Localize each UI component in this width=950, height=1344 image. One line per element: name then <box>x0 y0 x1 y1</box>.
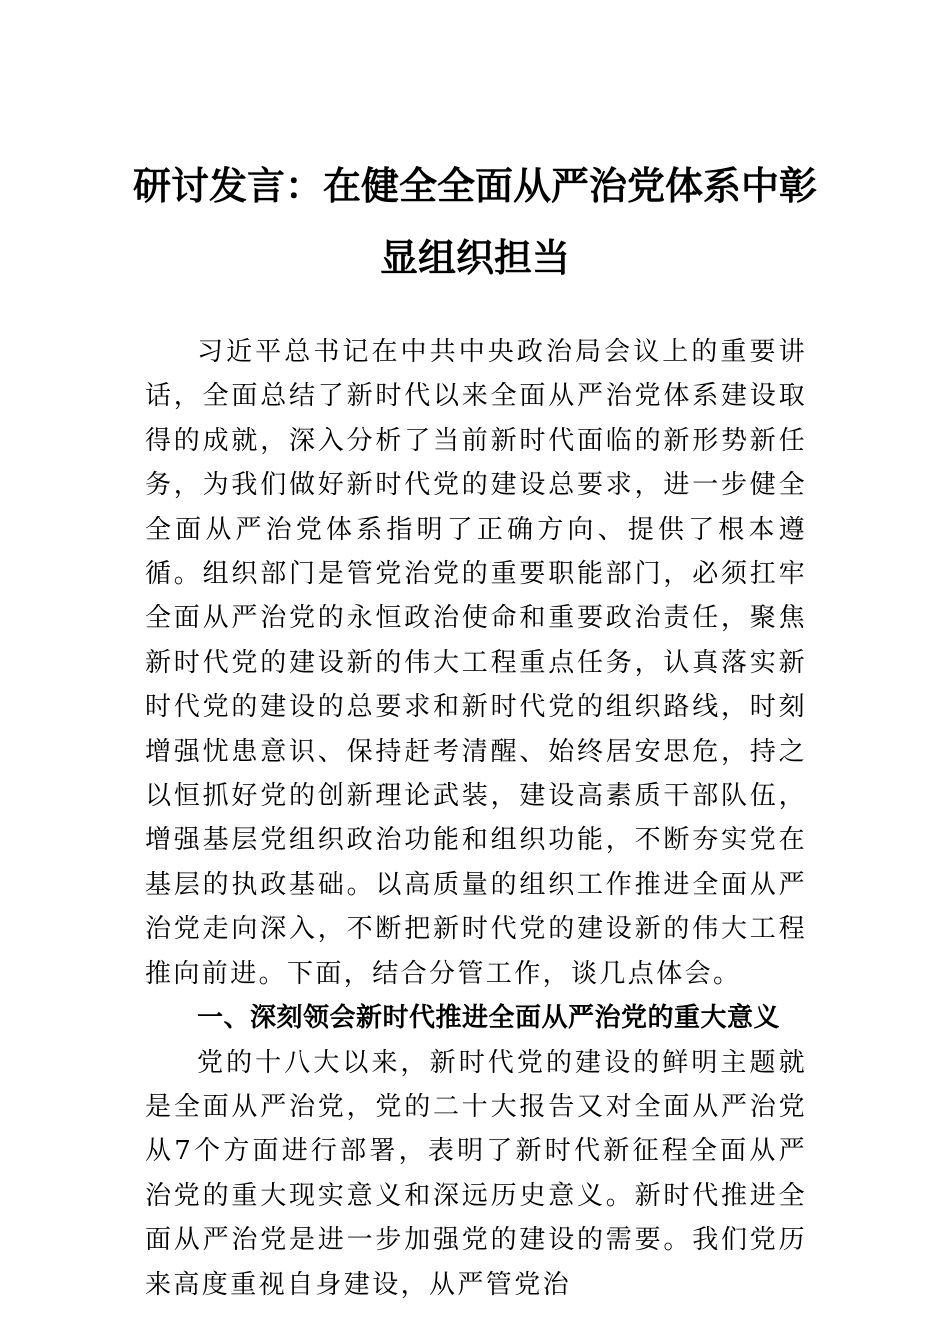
section-heading-1: 一、深刻领会新时代推进全面从严治党的重大意义 <box>197 1003 781 1034</box>
paragraph-section-1: 党的十八大以来，新时代党的建设的鲜明主题就是全面从严治党，党的二十大报告又对全面从严治党从7个方面进行部署，表明了新时代新征程全面从严治党的重大现实意义和深远历史意义。新时代推进全面从严治党是进一步加强党的建设的需要。我们党历来高度重视自身建设，从严管党治 <box>145 1047 807 1300</box>
title-line-1: 研讨发言：在健全全面从严治党体系中彰 <box>132 163 817 208</box>
document-title <box>100 150 850 294</box>
paragraph-intro: 习近平总书记在中共中央政治局会议上的重要讲话，全面总结了新时代以来全面从严治党体系建设取得的成就，深入分析了当前新时代面临的新形势新任务，为我们做好新时代党的建设总要求，进一步健全全面从严治党体系指明了正确方向、提供了根本遵循。组织部门是管党治党的重要职能部门，必须扛牢全面从严治党的永恒政治使命和重要政治责任，聚焦新时代党的建设新的伟大工程重点任务，认真落实新时代党的建设的总要求和新时代党的组织路线，时刻增强忧患意识、保持赶考清醒、始终居安思危，持之以恒抓好党的创新理论武装，建设高素质干部队伍，增强基层党组织政治功能和组织功能，不断夯实党在基层的执政基础。以高质量的组织工作推进全面从严治党走向深入，不断把新时代党的建设新的伟大工程推向前进。下面，结合分管工作，谈几点体会。 <box>145 337 807 989</box>
document-body <box>145 330 807 1307</box>
title-line-2: 显组织担当 <box>379 235 570 280</box>
